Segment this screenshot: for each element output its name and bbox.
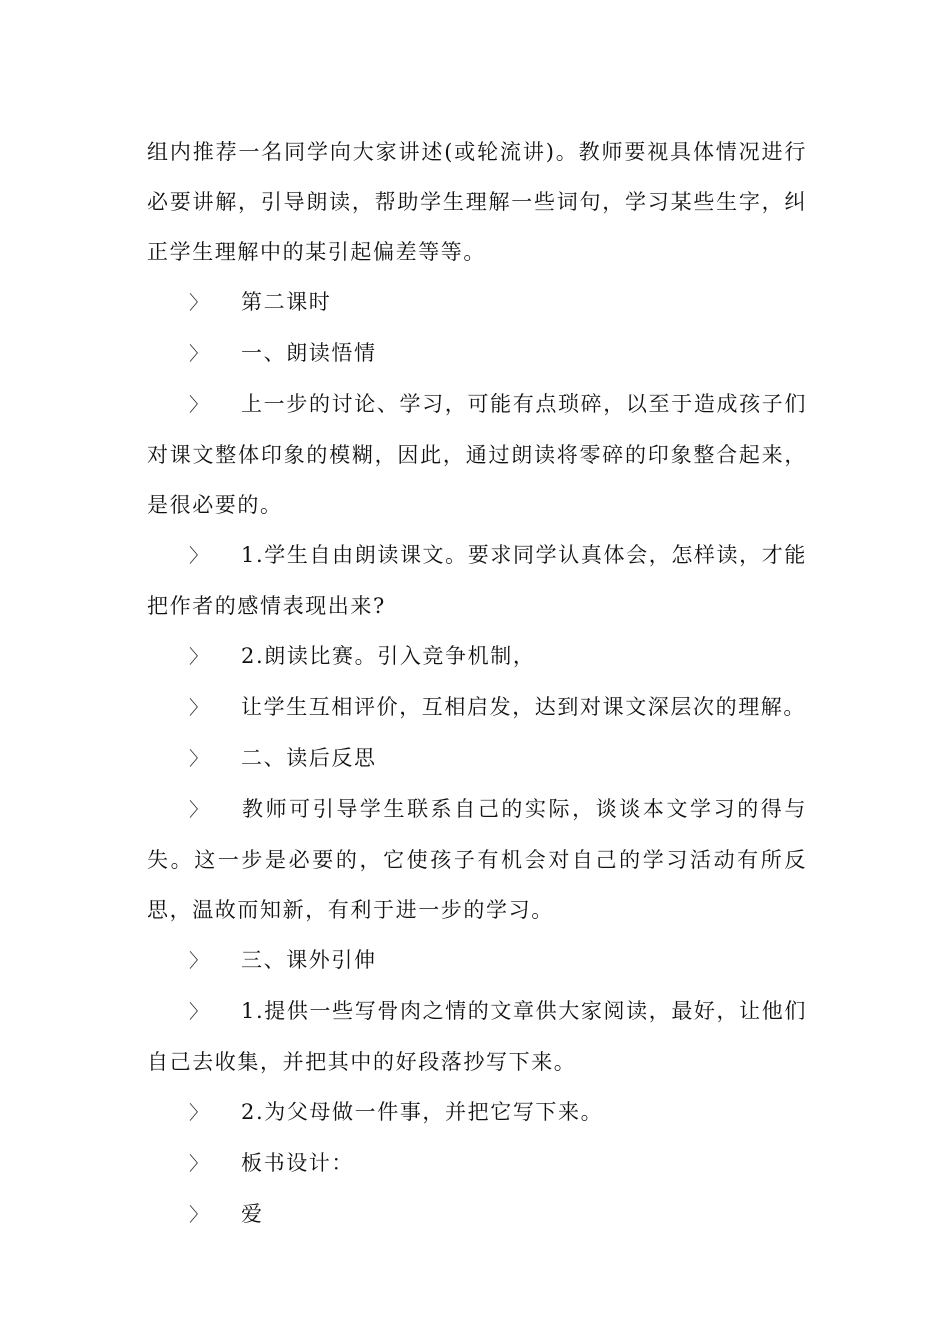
bullet-arrow-icon: 〉 bbox=[189, 1204, 210, 1226]
document-body bbox=[147, 127, 807, 1240]
paragraph: 〉 上一步的讨论、学习，可能有点琐碎，以至于造成孩子们对课文整体印象的模糊，因此，通过朗读将零碎的印象整合起来，是很必要的。 bbox=[147, 379, 807, 530]
paragraph: 〉 2.为父母做一件事，并把它写下来。 bbox=[147, 1087, 807, 1138]
paragraph: 〉 第二课时 bbox=[147, 277, 807, 328]
paragraph: 〉 板书设计： bbox=[147, 1138, 807, 1189]
paragraph: 〉 让学生互相评价，互相启发，达到对课文深层次的理解。 bbox=[147, 682, 807, 733]
paragraph: 〉 2.朗读比赛。引入竞争机制， bbox=[147, 631, 807, 682]
bullet-arrow-icon: 〉 bbox=[189, 799, 210, 821]
paragraph: 〉 三、课外引伸 bbox=[147, 935, 807, 986]
bullet-arrow-icon: 〉 bbox=[189, 748, 210, 770]
paragraph: 〉 1.提供一些写骨肉之情的文章供大家阅读，最好，让他们自己去收集，并把其中的好段落抄写下来。 bbox=[147, 986, 807, 1087]
bullet-arrow-icon: 〉 bbox=[189, 343, 210, 365]
bullet-arrow-icon: 〉 bbox=[189, 545, 210, 567]
bullet-arrow-icon: 〉 bbox=[189, 697, 210, 719]
bullet-arrow-icon: 〉 bbox=[189, 646, 210, 668]
bullet-arrow-icon: 〉 bbox=[189, 1153, 210, 1175]
bullet-arrow-icon: 〉 bbox=[189, 1001, 210, 1023]
paragraph: 〉 一、朗读悟情 bbox=[147, 328, 807, 379]
bullet-arrow-icon: 〉 bbox=[189, 292, 210, 314]
paragraph: 组内推荐一名同学向大家讲述(或轮流讲)。教师要视具体情况进行必要讲解，引导朗读，帮助学生理解一些词句，学习某些生字，纠正学生理解中的某引起偏差等等。 bbox=[147, 140, 807, 264]
paragraph: 〉 爱 bbox=[147, 1189, 807, 1240]
bullet-arrow-icon: 〉 bbox=[189, 950, 210, 972]
bullet-arrow-icon: 〉 bbox=[189, 1102, 210, 1124]
paragraph: 〉 二、读后反思 bbox=[147, 733, 807, 784]
bullet-arrow-icon: 〉 bbox=[189, 394, 210, 416]
paragraph: 〉 1.学生自由朗读课文。要求同学认真体会，怎样读，才能把作者的感情表现出来? bbox=[147, 530, 807, 631]
paragraph: 〉 教师可引导学生联系自己的实际，谈谈本文学习的得与失。这一步是必要的，它使孩子有机会对自己的学习活动有所反思，温故而知新，有利于进一步的学习。 bbox=[147, 784, 807, 935]
